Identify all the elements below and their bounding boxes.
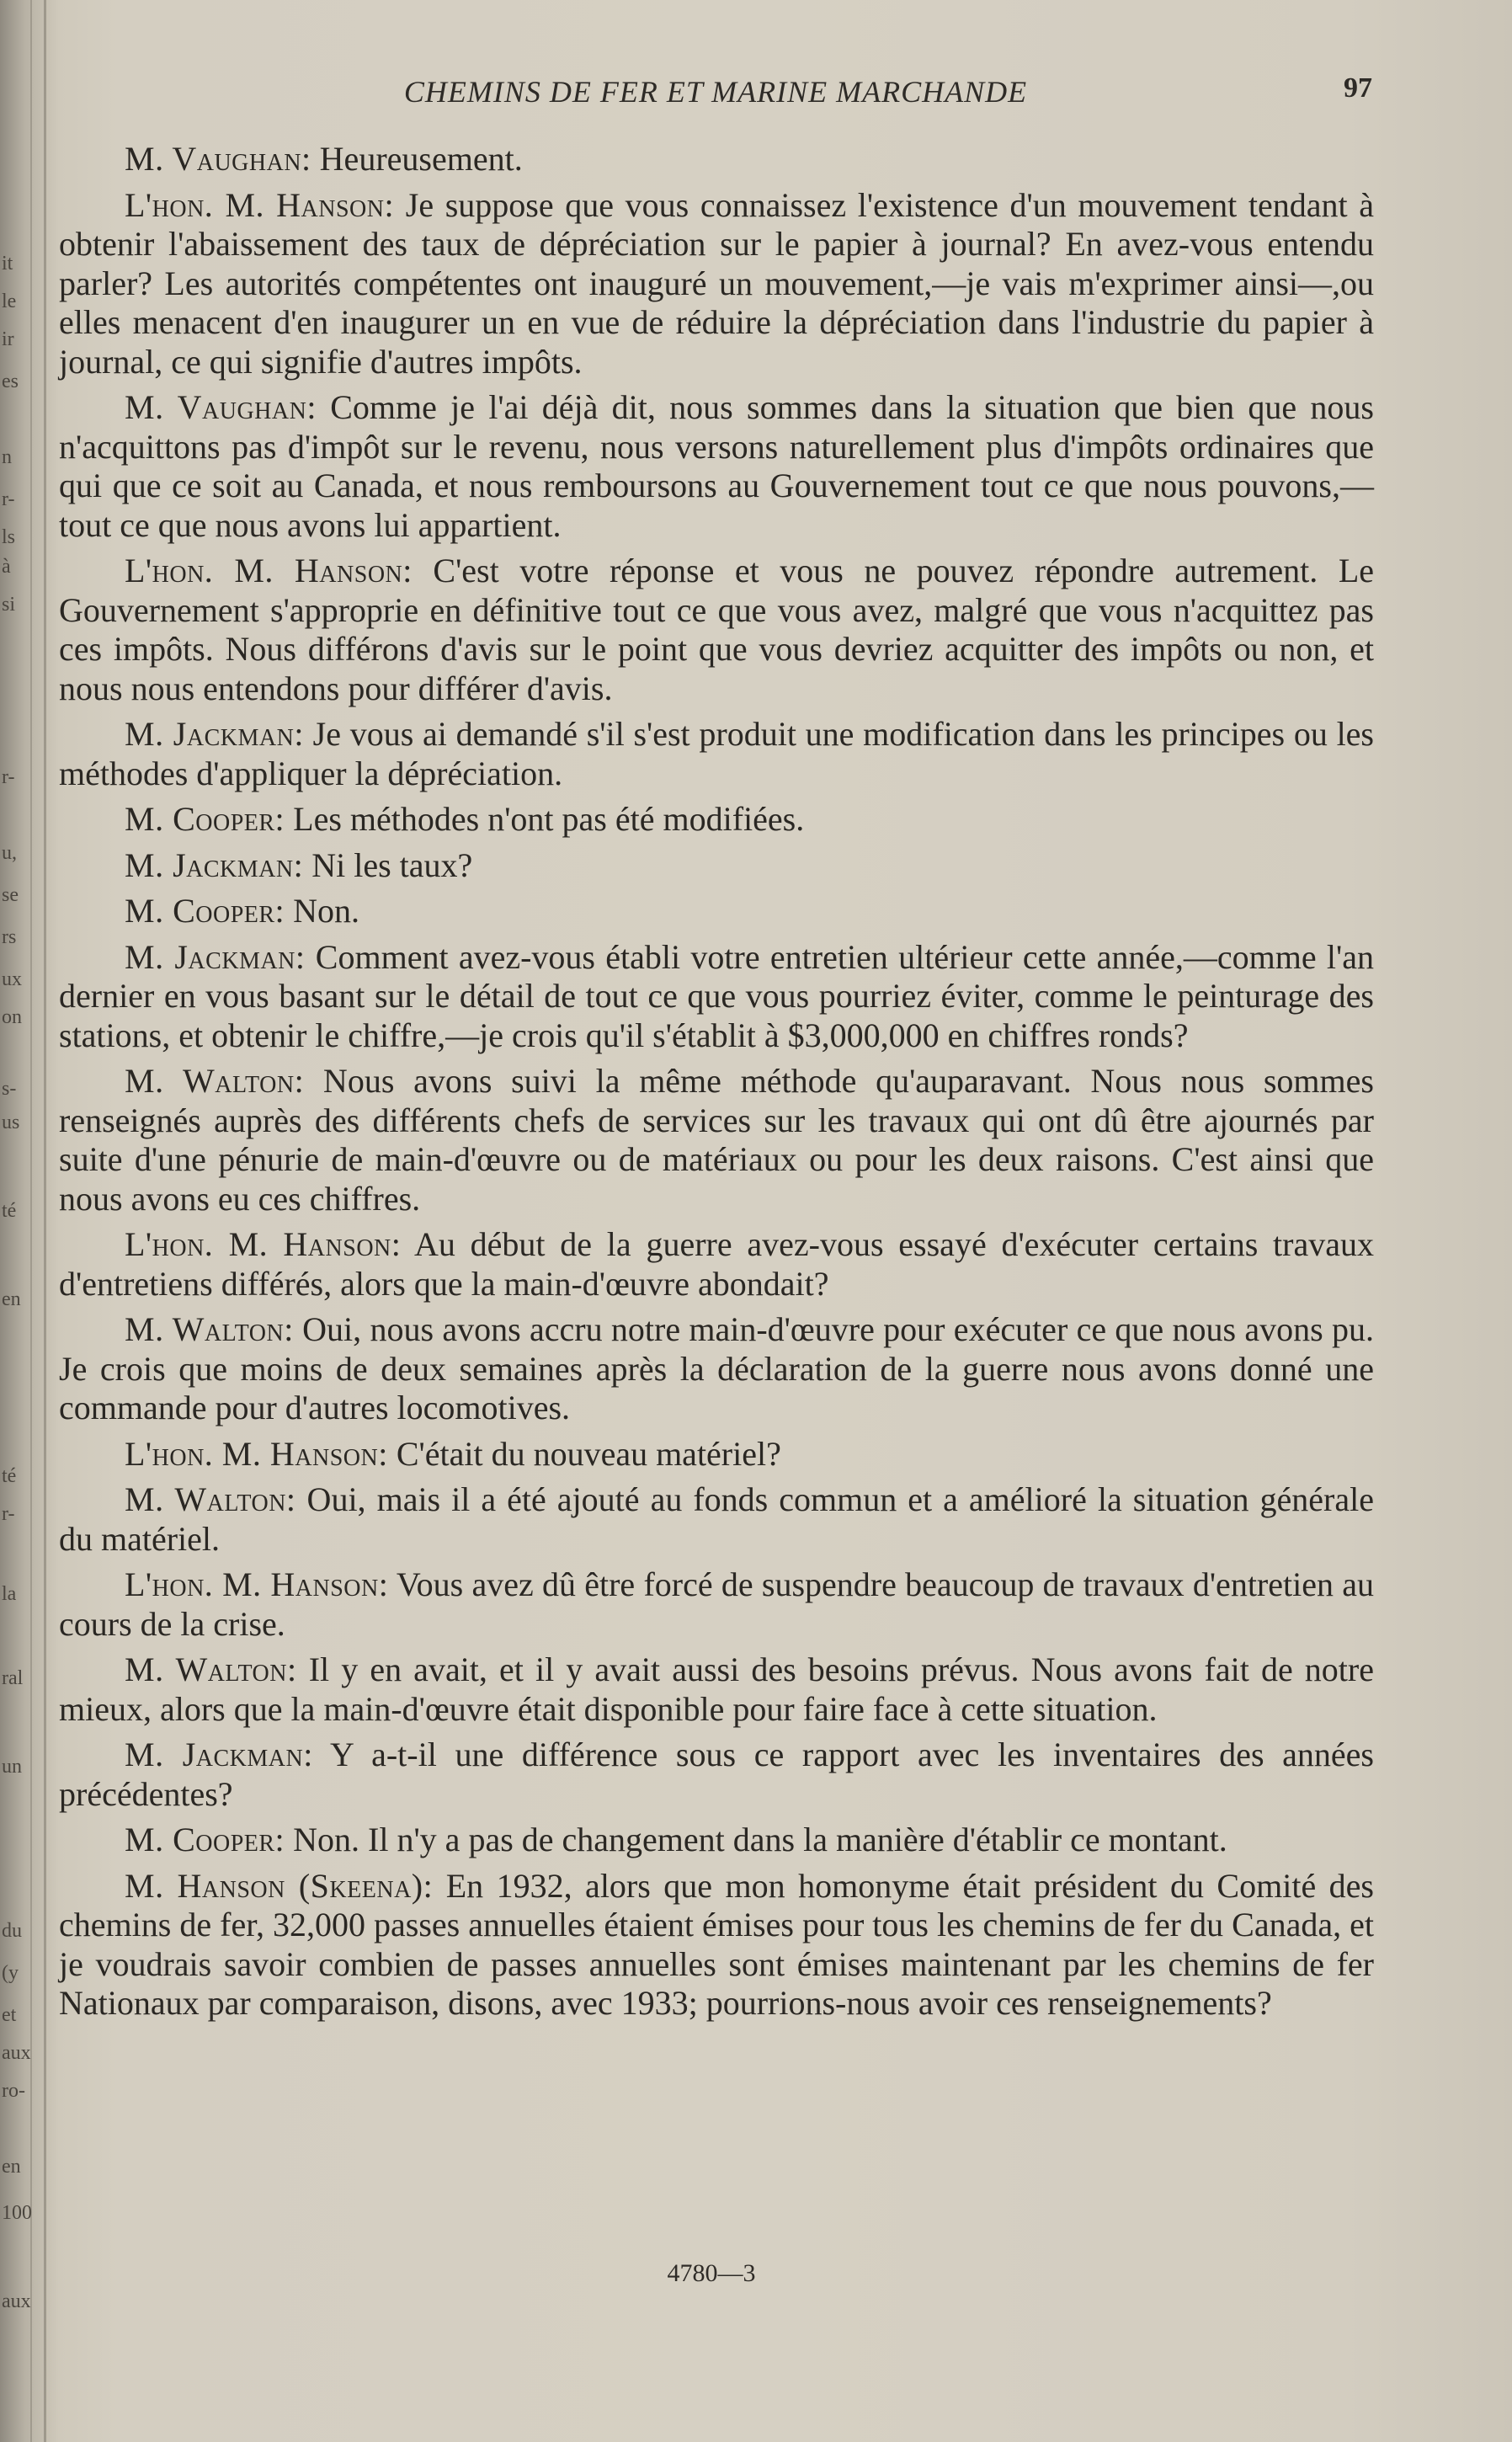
bleed-fragment: le — [2, 291, 17, 312]
transcript-paragraph — [59, 938, 1374, 1056]
speech-text: Non. Il n'y a pas de changement dans la manière d'établir ce montant. — [285, 1821, 1227, 1858]
bleed-fragment: 100 — [2, 2202, 32, 2224]
bleed-fragment: à — [2, 556, 11, 578]
transcript-paragraph — [59, 388, 1374, 545]
speaker-name: M. Walton: — [125, 1062, 305, 1100]
transcript-paragraph — [59, 846, 1374, 886]
signature-mark: 4780—3 — [667, 2259, 756, 2287]
page-number: 97 — [1344, 72, 1372, 104]
transcript-paragraph — [59, 1435, 1374, 1474]
transcript-paragraph — [59, 552, 1374, 708]
speaker-name: M. Walton: — [125, 1480, 296, 1518]
speech-text: Les méthodes n'ont pas été modifiées. — [285, 800, 805, 838]
speech-text: Il y en avait, et il y avait aussi des besoins prévus. Nous avons fait de notre mieux, alors que la main-d'œuvre était disponible pour faire face à cette situation. — [59, 1650, 1374, 1728]
bleed-fragment: té — [2, 1200, 17, 1222]
bleed-fragment: on — [2, 1006, 22, 1028]
transcript-paragraph — [59, 1821, 1374, 1860]
transcript-paragraph — [59, 186, 1374, 382]
bleed-fragment: aux — [2, 2290, 31, 2312]
speech-text: Nous avons suivi la même méthode qu'auparavant. Nous nous sommes renseignés auprès des différents chefs de services sur les travaux qui ont dû être ajournés par suite d'une pénurie de main-d'œuvre ou de matériaux ou pour les deux raisons. C'est ainsi que nous avons eu ces chiffres. — [59, 1062, 1374, 1218]
bleed-fragment: s- — [2, 1078, 17, 1100]
speech-text: Au début de la guerre avez-vous essayé d'exécuter certains travaux d'entretiens différés, alors que la main-d'œuvre abondait? — [59, 1225, 1374, 1303]
bleed-fragment: et — [2, 2004, 17, 2026]
speech-text: Vous avez dû être forcé de suspendre beaucoup de travaux d'entretien au cours de la crise. — [59, 1565, 1375, 1643]
bleed-fragment: la — [2, 1583, 17, 1605]
bleed-fragment: aux — [2, 2042, 31, 2064]
bleed-fragment: it — [2, 253, 13, 275]
bleed-fragment: u, — [2, 842, 17, 864]
transcript-paragraph — [59, 140, 1374, 179]
speech-text: Ni les taux? — [303, 845, 473, 884]
transcript-paragraph — [59, 1310, 1374, 1428]
bleed-fragment: un — [2, 1756, 22, 1778]
bleed-fragment: (y — [2, 1962, 19, 1984]
transcript-paragraph — [59, 1736, 1374, 1814]
bleed-fragment: ral — [2, 1667, 24, 1689]
transcript-paragraph — [59, 892, 1374, 931]
bleed-fragment: r- — [2, 766, 15, 788]
speaker-name: M. Jackman: — [125, 715, 304, 753]
bleed-fragment: té — [2, 1465, 17, 1487]
speech-text: En 1932, alors que mon homonyme était président du Comité des chemins de fer, 32,000 passes annuelles étaient émises pour tous les chemins de fer du Canada, et je voudrais savoir combien de passes annuelles sont émises maintenant par les chemins de fer Nationaux par comparaison, disons, avec 1933; pourrions-nous avoir ces renseignements? — [59, 1866, 1374, 2022]
bleed-fragment: si — [2, 594, 16, 616]
bleed-fragment: es — [2, 371, 19, 392]
bleed-fragment: en — [2, 2156, 21, 2178]
bleed-fragment: ro- — [2, 2080, 25, 2102]
running-title: CHEMINS DE FER ET MARINE MARCHANDE — [403, 75, 1028, 109]
speaker-name: M. Vaughan: — [125, 388, 317, 426]
speaker-name: L'hon. M. Hanson: — [125, 1434, 388, 1473]
bleed-fragment: n — [2, 446, 12, 468]
transcript-paragraph — [59, 800, 1374, 840]
binding-line — [44, 0, 46, 2442]
speaker-name: M. Jackman: — [125, 937, 306, 976]
speech-text: Heureusement. — [311, 140, 523, 178]
speaker-name: M. Vaughan: — [125, 140, 311, 178]
bleed-fragment: r- — [2, 488, 15, 510]
speech-text: Comment avez-vous établi votre entretien ultérieur cette année,—comme l'an dernier en vous basant sur le détail de tout ce que vous pourriez éviter, comme le peinturage des stations, et obtenir le chiffre,—je crois qu'il s'établit à $3,000,000 en chiffres ronds? — [59, 937, 1374, 1054]
speech-text: Y a-t-il une différence sous ce rapport avec les inventaires des années précédentes? — [59, 1736, 1374, 1813]
bleed-fragment: r- — [2, 1503, 15, 1525]
speech-text: Non. — [285, 892, 360, 930]
speech-text: C'était du nouveau matériel? — [387, 1434, 781, 1473]
speaker-name: M. Walton: — [125, 1650, 297, 1688]
bleed-fragment: ux — [2, 968, 22, 990]
speaker-name: M. Jackman: — [125, 845, 304, 884]
transcript-paragraph — [59, 1565, 1374, 1644]
speaker-name: M. Cooper: — [125, 1821, 285, 1858]
speaker-name: L'hon. M. Hanson: — [125, 1565, 389, 1603]
speech-text: Comme je l'ai déjà dit, nous sommes dans la situation que bien que nous n'acquittons pas d'impôt sur le revenu, nous versons naturellement plus d'impôts ordinaires que qui que ce soit au Canada, et nous remboursons au Gouvernement tout ce que nous pouvons,—tout ce que nous avons lui appartient. — [59, 388, 1374, 544]
transcript-paragraph — [59, 1480, 1374, 1559]
transcript-paragraph — [59, 1650, 1374, 1729]
speaker-name: M. Hanson (Skeena): — [125, 1866, 434, 1905]
bleed-fragment: du — [2, 1920, 22, 1942]
speaker-name: L'hon. M. Hanson: — [125, 1225, 402, 1263]
speaker-name: M. Jackman: — [125, 1736, 313, 1773]
speech-text: Je suppose que vous connaissez l'existence d'un mouvement tendant à obtenir l'abaissement des taux de dépréciation sur le papier à journal? En avez-vous entendu parler? Les autorités compétentes ont inauguré un mouvement,—je vais m'exprimer ainsi—,ou elles menacent d'en inaugurer un en vue de réduire la dépréciation dans l'industrie du papier à journal, ce qui signifie d'autres impôts. — [59, 185, 1374, 381]
speech-text: Oui, mais il a été ajouté au fonds commun et a amélioré la situation générale du matériel. — [59, 1480, 1374, 1558]
binding-shadow — [30, 0, 32, 2442]
bleed-fragment: us — [2, 1112, 20, 1133]
bleed-fragment: en — [2, 1288, 21, 1310]
bleed-fragment: ls — [2, 526, 16, 548]
bleed-fragment: rs — [2, 926, 17, 948]
bleed-fragment: ir — [2, 328, 14, 350]
speaker-name: M. Cooper: — [125, 800, 285, 838]
speaker-name: M. Cooper: — [125, 892, 285, 930]
speech-text: Oui, nous avons accru notre main-d'œuvre pour exécuter ce que nous avons pu. Je crois que moins de deux semaines après la déclaration de la guerre nous avons donné une commande pour d'autres locomotives. — [59, 1310, 1374, 1426]
transcript-paragraph — [59, 1867, 1374, 2023]
transcript-body — [59, 140, 1374, 2030]
speech-text: Je vous ai demandé s'il s'est produit une modification dans les principes ou les méthodes d'appliquer la dépréciation. — [59, 715, 1375, 792]
speech-text: C'est votre réponse et vous ne pouvez répondre autrement. Le Gouvernement s'approprie en définitive tout ce que vous avez, malgré que vous n'acquittez pas ces impôts. Nous différons d'avis sur le point que vous devriez acquitter des impôts ou non, et nous nous entendons pour différer d'avis. — [59, 552, 1375, 707]
transcript-paragraph — [59, 715, 1374, 793]
transcript-paragraph — [59, 1225, 1374, 1304]
previous-page-bleed — [0, 0, 32, 2442]
speaker-name: L'hon. M. Hanson: — [125, 552, 413, 589]
speaker-name: L'hon. M. Hanson: — [125, 185, 395, 224]
bleed-fragment: se — [2, 884, 19, 906]
transcript-paragraph — [59, 1062, 1374, 1218]
speaker-name: M. Walton: — [125, 1310, 294, 1348]
